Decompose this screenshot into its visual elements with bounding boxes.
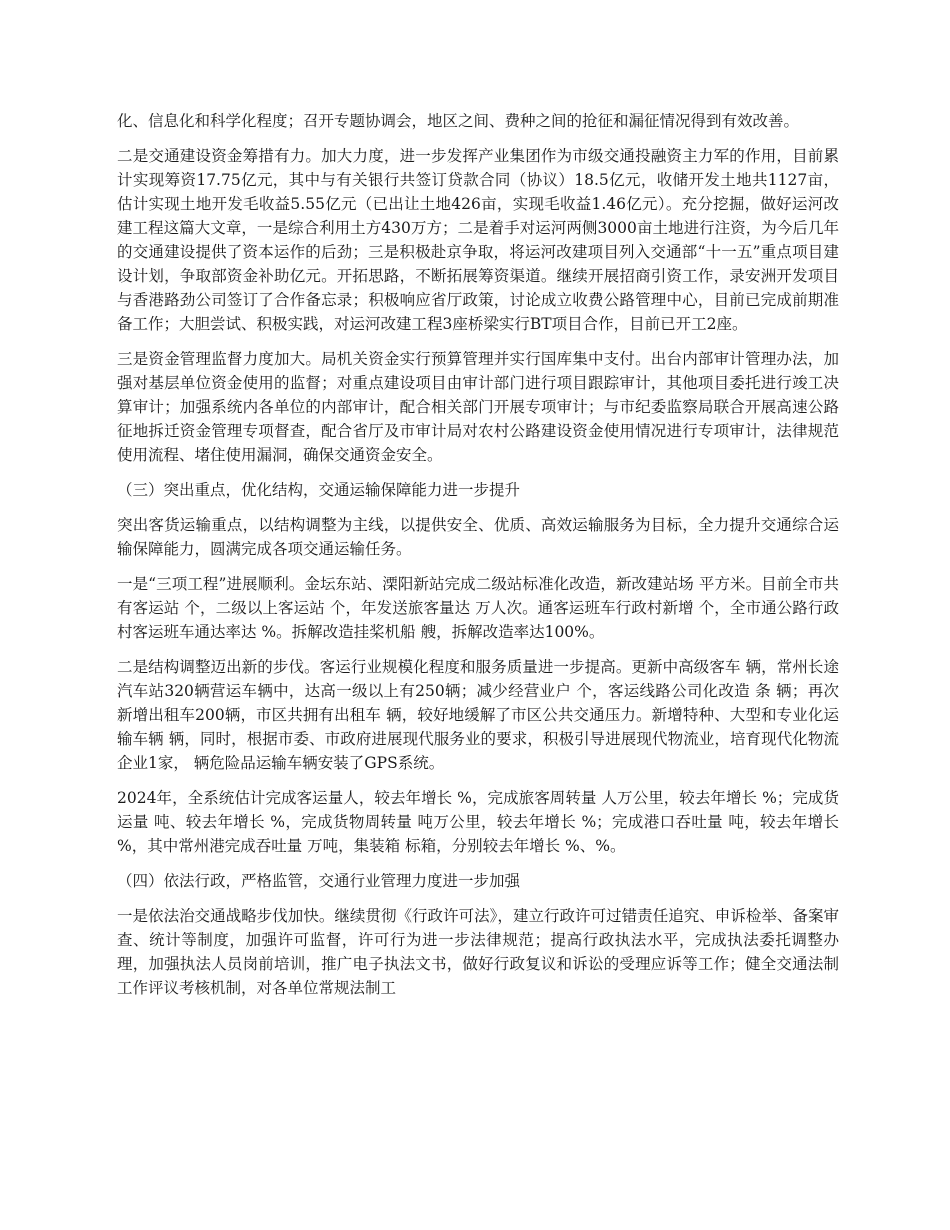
paragraph-1: 化、信息化和科学化程度；召开专题协调会，地区之间、费种之间的抢征和漏征情况得到有效改善。	[117, 112, 800, 130]
paragraph-7: 二是结构调整迈出新的步伐。客运行业规模化程度和服务质量进一步提高。更新中高级客车 辆，常州长途汽车站320辆营运车辆中，达高一级以上有250辆；减少经营业户 个，客运线路公司化改造 条 辆；再次新增出租车200辆，市区共拥有出租车 辆，较好地缓解了市区公共交通压力。新增特种、大型和专业化运输车辆 辆，同时，根据市委、市政府进展现代服务业的要求，积极引导进展现代物流业，培育现代化物流企业1家， 辆危险品运输车辆安装了GPS系统。	[117, 658, 839, 772]
paragraph-5: 突出客货运输重点，以结构调整为主线，以提供安全、优质、高效运输服务为目标，全力提升交通综合运输保障能力，圆满完成各项交通运输任务。	[117, 516, 839, 558]
paragraph-2: 二是交通建设资金筹措有力。加大力度，进一步发挥产业集团作为市级交通投融资主力军的作用，目前累计实现筹资17.75亿元，其中与有关银行共签订贷款合同（协议）18.5亿元，收储开发土地共1127亩，估计实现土地开发毛收益5.55亿元（已出让土地426亩，实现毛收益1.46亿元）。充分挖掘，做好运河改建工程这篇大文章，一是综合利用土方430万方；二是着手对运河两侧3000亩土地进行注资，为今后几年的交通建设提供了资本运作的后劲；三是积极赴京争取，将运河改建项目列入交通部“十一五”重点项目建设计划，争取部资金补助亿元。开拓思路，不断拓展筹资渠道。继续开展招商引资工作，录安洲开发项目与香港路劲公司签订了合作备忘录；积极响应省厅政策，讨论成立收费公路管理中心，目前已完成前期准备工作；大胆尝试、积极实践，对运河改建工程3座桥梁实行BT项目合作，目前已开工2座。	[117, 147, 839, 333]
paragraph-8: 2024年，全系统估计完成客运量人，较去年增长 %，完成旅客周转量 人万公里，较去年增长 %；完成货运量 吨、较去年增长 %，完成货物周转量 吨万公里，较去年增长 %；完成港口吞吐量 吨，较去年增长 %，其中常州港完成吞吐量 万吨，集装箱 标箱，分别较去年增长 %、%。	[117, 789, 839, 855]
paragraph-10: 一是依法治交通战略步伐加快。继续贯彻《行政许可法》，建立行政许可过错责任追究、申诉检举、备案审查、统计等制度，加强许可监督，许可行为进一步法律规范；提高行政执法水平，完成执法委托调整办理，加强执法人员岗前培训，推广电子执法文书，做好行政复议和诉讼的受理应诉等工作；健全交通法制工作评议考核机制，对各单位常规法制工	[117, 907, 839, 997]
section-heading-3: （三）突出重点，优化结构，交通运输保障能力进一步提升	[117, 481, 521, 499]
section-heading-4: （四）依法行政，严格监管，交通行业管理力度进一步加强	[117, 872, 521, 890]
document-body	[117, 109, 839, 1011]
paragraph-6: 一是“三项工程”进展顺利。金坛东站、溧阳新站完成二级站标准化改造，新改建站场 平方米。目前全市共有客运站 个，二级以上客运站 个，年发送旅客量达 万人次。通客运班车行政村新增 个，全市通公路行政村客运班车通达率达 %。拆解改造挂桨机船 艘，拆解改造率达100%。	[117, 575, 839, 641]
paragraph-3: 三是资金管理监督力度加大。局机关资金实行预算管理并实行国库集中支付。出台内部审计管理办法，加强对基层单位资金使用的监督；对重点建设项目由审计部门进行项目跟踪审计，其他项目委托进行竣工决算审计；加强系统内各单位的内部审计，配合相关部门开展专项审计；与市纪委监察局联合开展高速公路征地拆迁资金管理专项督查，配合省厅及市审计局对农村公路建设资金使用情况进行专项审计，法律规范使用流程、堵住使用漏洞，确保交通资金安全。	[117, 350, 839, 464]
